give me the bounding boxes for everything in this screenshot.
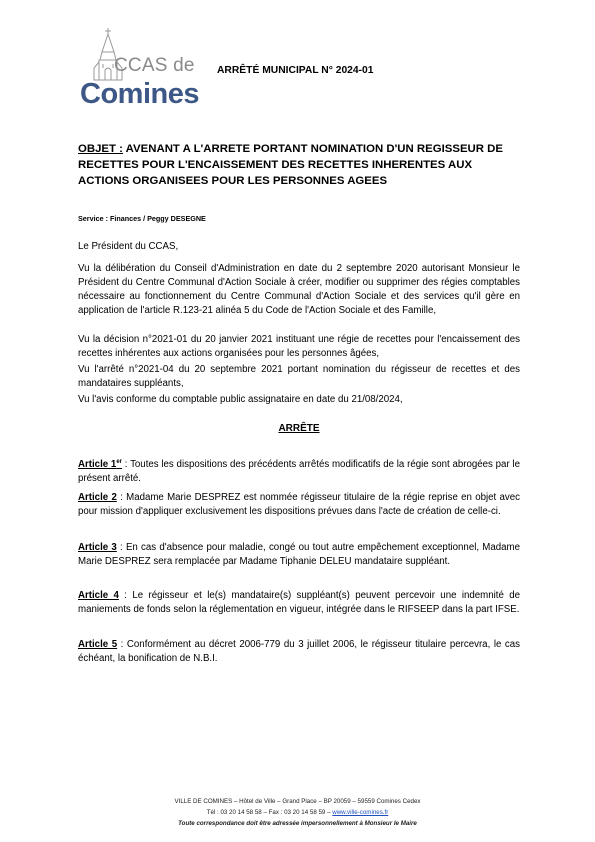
footer-address: VILLE DE COMINES – Hôtel de Ville – Grand Place – BP 20059 – 59559 Comines Cedex (174, 798, 421, 805)
footer-website-link[interactable]: www.ville-comines.fr (332, 809, 389, 816)
ccas-logo (78, 26, 208, 114)
article-3 (78, 541, 520, 569)
article-2-text: : Madame Marie DESPREZ est nommée régisseur titulaire de la régie reprise en objet avec pour mission d'appliquer exclusivement les dispositions prévues dans l'acte de création de celle-ci. (78, 492, 520, 517)
objet-label: OBJET : (78, 143, 123, 155)
footer-notice: Toute correspondance doit être adressée impersonnellement à Monsieur le Maire (178, 820, 417, 827)
article-1-text: : Toutes les dispositions des précédents arrêtés modificatifs de la régie sont abrogées par le présent arrêté. (78, 459, 520, 485)
article-1 (78, 455, 520, 486)
article-2 (78, 491, 520, 519)
article-3-label: Article 3 (78, 542, 117, 553)
article-2-label: Article 2 (78, 492, 117, 503)
logo-comines-text: Comines (80, 78, 199, 110)
article-4-text: : Le régisseur et le(s) mandataire(s) suppléant(s) peuvent percevoir une indemnité de maniements de fonds selon la réglementation en vigueur, intégrée dans le RIFSEEP dans la part IFSE. (78, 590, 520, 615)
preamble-vu-3: Vu l'arrêté n°2021-04 du 20 septembre 2021 portant nomination du régisseur de recettes et des mandataires suppléants, (78, 364, 520, 389)
logo-ccas-text: CCAS de (114, 55, 195, 76)
article-5-text: : Conformément au décret 2006-779 du 3 juillet 2006, le régisseur titulaire percevra, le cas échéant, la bonification de N.B.I. (78, 639, 520, 664)
article-3-text: : En cas d'absence pour maladie, congé ou tout autre empêchement exceptionnel, Madame Marie DESPREZ sera remplacée par Madame Tiphanie DELEU mandataire suppléant. (78, 542, 520, 567)
article-4-label: Article 4 (78, 590, 119, 601)
footer-phone-fax: Tél : 03 20 14 58 58 – Fax : 03 20 14 58 59 – (206, 809, 333, 816)
preamble-vu-1: Vu la délibération du Conseil d'Administration en date du 2 septembre 2020 autorisant Monsieur le Président du Centre Communal d'Action Sociale à créer, modifier ou supprimer des régies comptables nécessaire au fonctionnement du Centre Communal d'Action Sociale et des services qu'il gère en application de l'article R.123-21 alinéa 5 du Code de l'Action Sociale et des Famille, (78, 263, 520, 316)
article-1-label: Article 1er (78, 459, 122, 471)
document-title: ARRÊTÉ MUNICIPAL N° 2024-01 (217, 65, 374, 76)
footer-contact (60, 808, 535, 819)
preamble-vu-2: Vu la décision n°2021-01 du 20 janvier 2021 instituant une régie de recettes pour l'encaissement des recettes inhérentes aux actions organisées pour les personnes âgées, (78, 334, 520, 359)
preamble-vu-4: Vu l'avis conforme du comptable public assignataire en date du 21/08/2024, (78, 394, 403, 405)
arrete-heading: ARRÊTE (278, 423, 320, 434)
preamble-intro: Le Président du CCAS, (78, 241, 179, 252)
article-5-label: Article 5 (78, 639, 118, 650)
objet-block (78, 141, 523, 189)
article-4 (78, 589, 520, 617)
objet-text: AVENANT A L'ARRETE PORTANT NOMINATION D'UN REGISSEUR DE RECETTES POUR L'ENCAISSEMENT DES RECETTES INHERENTES AUX ACTIONS ORGANISEES POUR LES PERSONNES AGEES (78, 143, 503, 187)
service-line: Service : Finances / Peggy DESEGNE (78, 214, 206, 223)
article-5 (78, 638, 520, 666)
